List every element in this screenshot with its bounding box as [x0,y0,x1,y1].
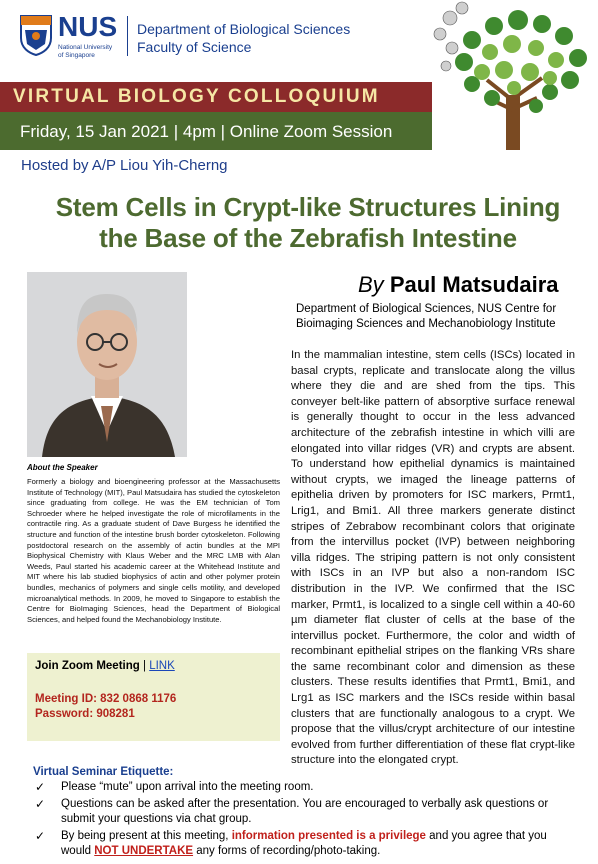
nus-subtitle-line1: National University [58,44,113,51]
nus-crest-logo [19,14,53,56]
speaker-photo [27,272,187,457]
series-title: VIRTUAL BIOLOGY COLLOQUIUM [13,86,380,107]
tree-illustration [432,0,598,150]
affiliation-line2: Bioimaging Sciences and Mechanobiology Institute [296,318,556,330]
nus-subtitle [58,44,128,60]
speaker-byline [358,272,559,298]
talk-title-line1: Stem Cells in Crypt-like Structures Lining [55,192,561,222]
zoom-info-box [27,653,280,741]
affiliation-line1: Department of Biological Sciences, NUS Centre for [296,303,557,315]
check-icon: ✓ [35,796,46,811]
etiquette-item-3e: any forms of recording/photo-taking. [193,845,381,858]
talk-abstract: In the mammalian intestine, stem cells (ISCs) located in basal crypts, replicate and translocate along the villus where they die and are shed from the tips. This conveyer belt-like pattern of absorptive surface renewal is generally thought to occur in the less advanced architecture of the zebrafish intestine in which villi are elongated into villar ridges (VR) and crypts are absent. To understand how epithelial dynamics is maintained without crypts, we imaged the lineage patterns of epithelia driven by promoters for ISC markers, Prmt1, Lrig1, and Bmi1. All three markers generate distinct stripes of Zebrabow recombinant colors that originate from the intervillus pocket (IVP) between neighboring villa ridges. The striping pattern is not only consistent with ISCs in an IVP but also a non-random ISC distribution in the IVP. We confirmed that the ISC marker, Prmt1, is localized to a single cell within a 40-60 µm diameter flat cluster of cells at the base of the intervillus pocket. Furthermore, the color and width of recombinant epithelial stripes on the flanking VRs share the same recombinant color and dimension as these clusters. These results identifies that Prmt1, Bmi1, and Lrg1 as ISC markers and the ISCs reside within basal clusters that are functionally analogous to a crypt. We propose that the villus/crypt architecture of our intestine evolved from further differentiation of these flat crypt-like structure into the elongated crypt. [291,349,575,767]
nus-subtitle-line2: of Singapore [58,52,95,59]
privilege-warning: information presented is a privilege [231,829,426,842]
about-speaker-heading: About the Speaker [27,463,98,472]
list-item [35,829,580,860]
meeting-id: Meeting ID: 832 0868 1176 [35,693,177,705]
etiquette-item-2: Questions can be asked after the presentation. You are encouraged to verbally ask questions or submit your questions via chat group. [61,797,549,826]
zoom-join-line [35,660,175,672]
etiquette-list [35,780,580,861]
zoom-link[interactable]: LINK [149,660,175,672]
etiquette-item-3a: By being present at this meeting, [61,829,232,842]
series-banner [0,82,432,112]
list-item [35,780,580,796]
check-icon: ✓ [35,780,46,794]
header-divider [127,16,128,56]
meeting-password: Password: 908281 [35,708,135,720]
about-speaker-text: Formerly a biology and bioengineering professor at the Massachusetts Institute of Technology (MIT), Paul Matsudaira has studied the cytoskeleton since graduating from college. He was the EM technician of Tom Schroeder where he helped investigate the role of microfilaments in the contractile ring. As a graduate student of Dave Burgess he identified the structure and function of the intestine brush border cytoskeleton. Following postdoctoral research on the assembly of actin bundles at the MPI Biophysical Chemistry with Klaus Weber and the MRC LMB with Alan Weeds, Paul started his academic career at the Whitehead Institute and MIT where his lab studied biophysics of actin and other polymer protein bundles, mechanics of polymers and single cells motility, and developed microanalytical methods. In 2009, he moved to Singapore to establish the Centre for BioImaging Sciences, head the Department of Biological Sciences, and helped found the Mechanobiology Institute. [27,477,280,624]
speaker-affiliation [296,302,586,332]
etiquette-item-3c: and you agree that you would [61,829,547,858]
event-date-time: Friday, 15 Jan 2021 | 4pm | Online Zoom Session [20,122,393,141]
department-name [137,20,350,56]
talk-title [0,192,598,254]
host-line: Hosted by A/P Liou Yih-Cherng [21,157,228,174]
check-icon: ✓ [35,828,46,843]
not-undertake-warning: NOT UNDERTAKE [94,845,194,858]
byline-by: By [358,272,384,297]
event-info-banner [0,112,432,150]
etiquette-item-1: Please “mute” upon arrival into the meeting room. [61,781,314,793]
department-line1: Department of Biological Sciences [137,21,351,37]
join-separator: | [142,660,146,672]
list-item [35,797,580,828]
zoom-credentials [35,692,176,722]
faculty-line: Faculty of Science [137,39,252,55]
talk-title-line2: the Base of the Zebrafish Intestine [99,223,517,253]
speaker-name: Paul Matsudaira [389,272,559,297]
etiquette-heading: Virtual Seminar Etiquette: [33,766,174,778]
nus-wordmark: NUS [58,11,118,42]
join-zoom-label: Join Zoom Meeting [35,660,140,672]
